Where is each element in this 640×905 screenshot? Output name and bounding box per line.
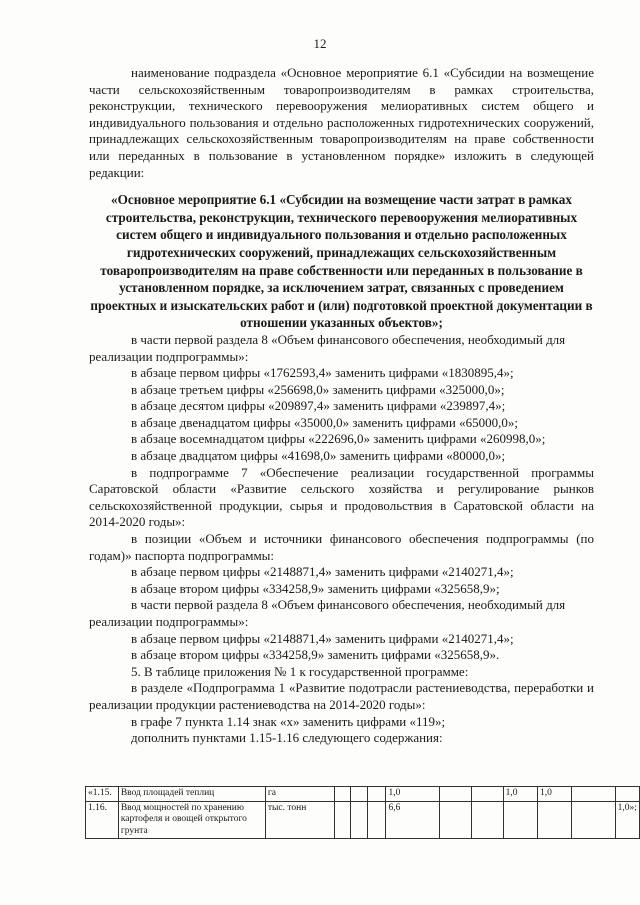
- paragraph: в абзаце втором цифры «334258,9» заменить цифрами «325658,9».: [131, 647, 500, 663]
- paragraph: в абзаце двадцатом цифры «41698,0» заменить цифрами «80000,0»;: [131, 448, 506, 464]
- paragraph: в абзаце третьем цифры «256698,0» заменить цифрами «325000,0»;: [131, 381, 505, 397]
- table-cell: [368, 787, 386, 802]
- paragraph: в разделе «Подпрограмма 1 «Развитие подотрасли растениеводства, переработки и реализации продукции растениеводства на 2014-2020 годы»:: [89, 680, 594, 712]
- table-cell: 1.16.: [86, 801, 119, 839]
- table-cell: 6,6: [386, 801, 439, 839]
- table-cell: [537, 801, 571, 839]
- table-cell: тыс. тонн: [265, 801, 334, 839]
- table-cell: 1,0: [537, 787, 571, 802]
- paragraph: в абзаце втором цифры «334258,9» заменить цифрами «325658,9»;: [131, 580, 500, 596]
- table-cell: [503, 801, 537, 839]
- indicators-table: [85, 786, 640, 839]
- table-cell: [572, 801, 615, 839]
- table-cell: [351, 787, 368, 802]
- table-row: [86, 787, 640, 802]
- table-cell: [368, 801, 386, 839]
- table-cell: Ввод мощностей по хранению картофеля и овощей открытого грунта: [118, 801, 265, 839]
- paragraph: в абзаце двенадцатом цифры «35000,0» заменить цифрами «65000,0»;: [131, 414, 518, 430]
- paragraph: в абзаце десятом цифры «209897,4» заменить цифрами «239897,4»;: [131, 398, 506, 414]
- page-number: 12: [313, 36, 327, 51]
- table-cell: [439, 787, 471, 802]
- table-cell: [334, 787, 351, 802]
- paragraph: в части первой раздела 8 «Объем финансового обеспечения, необходимый для реализации подпрограммы»:: [89, 597, 566, 629]
- table-cell: [351, 801, 368, 839]
- table-cell: 1,0: [503, 787, 537, 802]
- table-cell: «1.15.: [86, 787, 119, 802]
- table-cell: 1,0»;: [615, 801, 639, 839]
- paragraph: в абзаце первом цифры «2148871,4» заменить цифрами «2140271,4»;: [131, 630, 514, 646]
- table-cell: 1,0: [386, 787, 439, 802]
- paragraph: в графе 7 пункта 1.14 знак «х» заменить цифрами «119»;: [131, 713, 446, 729]
- paragraph: в подпрограмме 7 «Обеспечение реализации государственной программы Саратовской области «Развитие сельского хозяйства и регулирование рынков сельскохозяйственной продукции, сырья и продовольствия в Саратовской области на 2014-2020 годы»:: [89, 464, 594, 530]
- paragraph: в части первой раздела 8 «Объем финансового обеспечения, необходимый для реализации подпрограммы»:: [89, 331, 566, 364]
- table-cell: [439, 801, 471, 839]
- table-cell: [471, 801, 503, 839]
- paragraph: в абзаце первом цифры «1762593,4» заменить цифрами «1830895,4»;: [131, 365, 514, 381]
- table-cell: [334, 801, 351, 839]
- paragraph: дополнить пунктами 1.15-1.16 следующего содержания:: [131, 730, 443, 746]
- paragraph: в абзаце восемнадцатом цифры «222696,0» заменить цифрами «260998,0»;: [131, 431, 546, 447]
- document-body: [89, 65, 594, 747]
- table-cell: [471, 787, 503, 802]
- paragraph: в позиции «Объем и источники финансового обеспечения подпрограммы (по годам)» паспорта подпрограммы:: [89, 531, 594, 563]
- section-heading: «Основное мероприятие 6.1 «Субсидии на возмещение части затрат в рамках строительства, реконструкции, технического перевооружения мелиоративных систем общего и индивидуального пользования и отдельно расположенных гидротехнических сооружений, принадлежащих сельскохозяйственным товаропроизводителям на праве собственности или переданных в пользование в установленном порядке, за исключением затрат, связанных с проведением проектных и изыскательских работ и (или) подготовкой проектной документации в отношении указанных объектов»;: [90, 192, 593, 331]
- table-row: [86, 801, 640, 839]
- intro-paragraph: наименование подраздела «Основное мероприятие 6.1 «Субсидии на возмещение части сельскохозяйственным товаропроизводителям в рамках строительства, реконструкции, технического перевооружения мелиоративных систем общего и индивидуального пользования и отдельно расположенных гидротехнических сооружений, принадлежащих сельскохозяйственным товаропроизводителям на праве собственности или переданных в пользование в установленном порядке» изложить в следующей редакции:: [89, 65, 594, 180]
- table-cell: [615, 787, 639, 802]
- table-cell: [572, 787, 615, 802]
- table-cell: га: [265, 787, 334, 802]
- table-cell: Ввод площадей теплиц: [118, 787, 265, 802]
- paragraph: 5. В таблице приложения № 1 к государственной программе:: [131, 663, 469, 679]
- paragraph: в абзаце первом цифры «2148871,4» заменить цифрами «2140271,4»;: [131, 564, 514, 580]
